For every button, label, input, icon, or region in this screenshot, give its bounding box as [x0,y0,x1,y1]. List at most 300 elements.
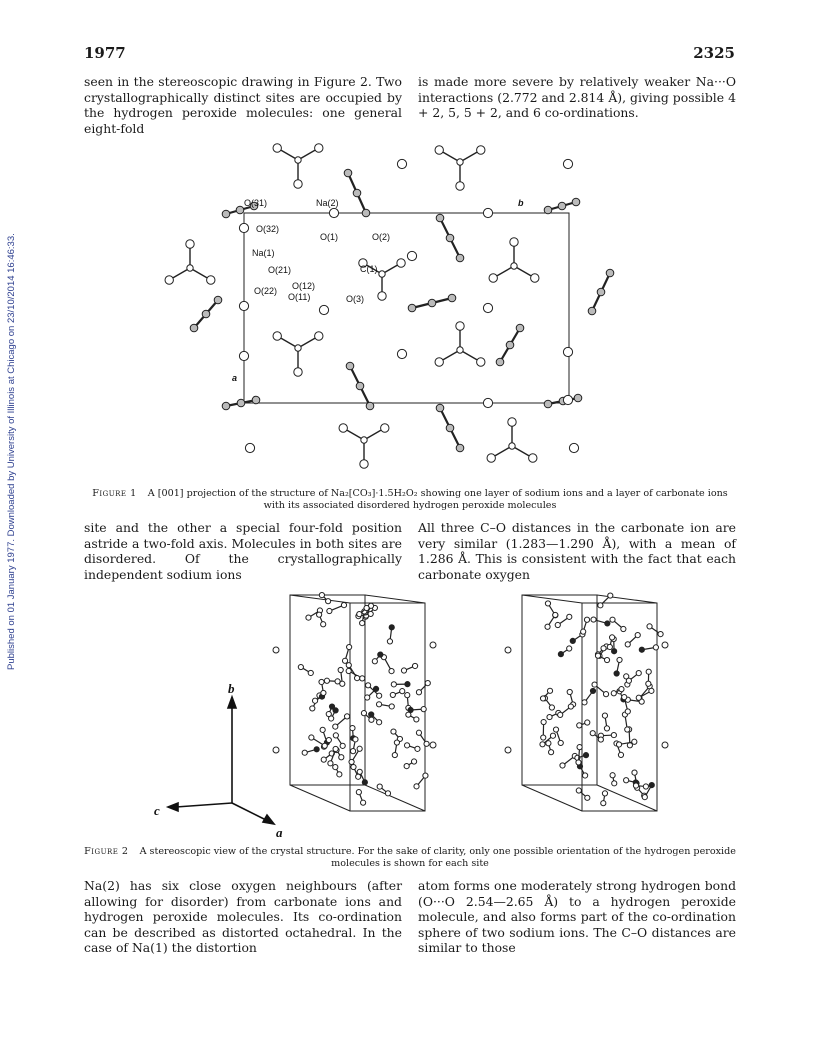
atom-circle [598,603,603,608]
atom-circle [446,424,454,432]
atom-circle [362,209,370,217]
atom-circle [357,746,362,751]
label-c1: C(1) [360,264,378,274]
atom-circle [457,347,463,353]
atom-circle [477,358,485,366]
atom-circle [404,763,409,768]
atom-circle [477,146,485,154]
page-number: 2325 [693,44,735,62]
label-na2: Na(2) [316,198,339,208]
atom-circle [546,741,551,746]
atom-circle [273,747,279,753]
bottom-text-left [84,878,402,956]
atom-circle [541,719,546,724]
atom-circle [333,746,338,751]
figure-1-label: Figure 1 [92,488,137,499]
atom-circle [643,784,648,789]
atom-circle [360,621,365,626]
atom-circle [356,774,361,779]
atom-circle [346,362,354,370]
atom-circle [598,737,603,742]
atom-circle [340,743,345,748]
atom-circle [321,622,326,627]
atom-circle [356,790,361,795]
atom-circle [165,276,173,284]
atom-circle [563,159,572,168]
atom-circle [415,746,420,751]
atom-circle [407,251,416,260]
atom-circle [207,276,215,284]
atom-circle [601,801,606,806]
atom-circle [576,788,581,793]
paragraph: Na(2) has six close oxygen neighbours (after allowing for disorder) from carbonate ions and hydrogen peroxide molecules. Its co-ordination can be described as distorted octahedral. In the case of Na(1) the distortion [84,878,402,955]
atom-circle [365,695,370,700]
atom-circle [406,712,411,717]
atom-circle [548,750,553,755]
atom-circle [590,688,595,693]
atom-circle [612,781,617,786]
atom-circle [346,663,351,668]
top-text-right [418,74,736,121]
atom-circle [187,265,193,271]
atom-circle [446,234,454,242]
atom-circle [597,288,605,296]
atom-circle [635,633,640,638]
atom-sites [165,144,614,468]
atom-circle [511,263,517,269]
atom-circle [273,332,281,340]
atom-circle [605,621,610,626]
label-o1: O(1) [320,232,338,242]
atom-circle [362,780,367,785]
atom-circle [376,702,381,707]
atom-circle [294,180,302,188]
atom-circle [614,671,619,676]
atom-circle [364,605,369,610]
atom-circle [397,259,405,267]
atom-circle [245,443,254,452]
atom-circle [342,658,347,663]
axis-a-label: a [276,825,283,840]
label-b: b [518,198,524,208]
atom-circle [602,791,607,796]
atom-circle [435,146,443,154]
atom-circle [487,454,495,462]
atom-circle [346,668,351,673]
atom-circle [636,695,641,700]
atom-circle [333,765,338,770]
atom-circle [339,424,347,432]
atom-circle [308,670,313,675]
atom-circle [381,424,389,432]
atom-circle [584,617,589,622]
atom-circle [401,668,406,673]
atom-circle [585,795,590,800]
atom-circle [649,688,654,693]
atom-circle [239,301,248,310]
atom-circle [567,689,572,694]
atom-circle [361,437,367,443]
atom-circle [529,454,537,462]
atom-circle [322,743,327,748]
atom-circle [351,764,356,769]
atom-circle [239,223,248,232]
atom-circle [436,404,444,412]
label-o22: O(22) [254,286,278,296]
atom-circle [390,692,395,697]
label-o3: O(3) [346,294,364,304]
atom-circle [354,676,359,681]
atom-circle [588,307,596,315]
atom-circle [315,332,323,340]
atom-circle [625,642,630,647]
atom-circle [540,696,545,701]
label-o11: O(11) [288,292,311,302]
atom-circle [236,206,244,214]
atom-circle [252,396,260,404]
paragraph: site and the other a special four-fold position astride a two-fold axis. Molecules in both sites are disordered. Of the crystallographically independent sodium ions [84,520,402,582]
atom-circle [387,639,392,644]
atom-circle [547,714,552,719]
atom-circle [295,157,301,163]
axis-triad [168,697,274,824]
label-a: a [232,373,238,383]
atom-circle [377,720,382,725]
atom-circle [214,296,222,304]
atom-circle [404,743,409,748]
atom-circle [341,602,346,607]
label-o31: O(31) [244,198,268,208]
atom-circle [558,202,566,210]
atom-circle [558,740,563,745]
atom-circle [295,345,301,351]
atom-circle [298,664,303,669]
atom-circle [456,444,464,452]
atom-circle [337,772,342,777]
atom-circle [408,304,416,312]
atom-circle [312,698,317,703]
atom-circle [326,737,331,742]
atom-circle [310,706,315,711]
atom-circle [435,358,443,366]
atom-circle [411,759,416,764]
atom-circle [397,349,406,358]
atom-circle [202,310,210,318]
atom-circle [306,615,311,620]
atom-circle [327,608,332,613]
atom-circle [509,443,515,449]
atom-circle [541,735,546,740]
atom-circle [428,299,436,307]
atom-circle [563,347,572,356]
atom-circle [239,351,248,360]
download-watermark [4,190,18,670]
atom-circle [436,214,444,222]
atom-circle [649,782,654,787]
atom-circle [550,733,555,738]
atom-circle [662,742,668,748]
download-watermark-text: Published on 01 January 1977. Downloaded by University of Illinois at Chicago on 23/10/2014 16:46:33. [6,233,17,670]
atom-circle [622,695,627,700]
atom-circle [662,642,668,648]
figure-1-caption [84,488,736,511]
atom-circle [595,653,600,658]
atom-labels [232,198,524,383]
atom-circle [611,691,616,696]
atom-circle [414,784,419,789]
label-o12: O(12) [292,281,316,291]
atom-circle [309,735,314,740]
atom-circle [421,707,426,712]
label-na1: Na(1) [252,248,275,258]
atom-circle [531,274,539,282]
atom-circle [576,760,581,765]
atom-circle [608,593,613,598]
atom-circle [653,645,658,650]
atom-circle [567,646,572,651]
atom-circle [612,649,617,654]
atom-circle [601,646,606,651]
atom-circle [553,727,558,732]
atom-circle [632,739,637,744]
atom-circle [430,742,436,748]
figure-2-caption-text: A stereoscopic view of the crystal structure. For the sake of clarity, only one possible orientation of the hydrogen peroxide molecules is shown for each site [139,846,736,869]
atom-circle [456,322,464,330]
atom-circle [558,652,563,657]
atom-circle [603,692,608,697]
atom-circle [338,667,343,672]
atom-circle [555,622,560,627]
atom-circle [639,647,644,652]
atom-circle [319,305,328,314]
atom-circle [510,238,518,246]
atom-circle [353,189,361,197]
atom-circle [646,669,651,674]
atom-circle [545,601,550,606]
atom-circle [621,626,626,631]
atom-circle [425,680,430,685]
atom-circle [646,681,651,686]
atom-circle [391,682,396,687]
atom-circle [356,382,364,390]
atom-circle [602,713,607,718]
atom-circle [544,400,552,408]
atom-circle [315,144,323,152]
atom-circle [483,303,492,312]
atom-circle [302,750,307,755]
label-o21: O(21) [268,265,292,275]
paragraph: seen in the stereoscopic drawing in Figure 2. Two crystallographically distinct sites are occupied by the hydrogen peroxide molecules: one general eight-fold [84,74,402,136]
atom-circle [237,399,245,407]
atom-circle [350,725,355,730]
atom-circle [339,755,344,760]
atom-circle [610,773,615,778]
stereo-right-cell [505,593,668,811]
atom-circle [329,208,338,217]
atom-circle [568,704,573,709]
atom-circle [326,599,331,604]
atom-circle [632,770,637,775]
atom-circle [577,745,582,750]
journal-year: 1977 [84,44,126,62]
atom-circle [344,714,349,719]
atom-circle [340,681,345,686]
atom-circle [369,717,374,722]
atom-circle [222,402,230,410]
atom-circle [222,210,230,218]
atom-circle [592,682,597,687]
atom-circle [360,676,365,681]
atom-circle [190,324,198,332]
atom-circle [506,341,514,349]
atom-circle [357,612,362,617]
atom-circle [273,144,281,152]
atom-circle [611,732,616,737]
atom-circle [361,800,366,805]
atom-circle [314,747,319,752]
atom-circle [372,659,377,664]
atom-circle [505,747,511,753]
atom-circle [412,663,417,668]
figure-1-structure-projection [150,128,670,473]
atom-circle [545,624,550,629]
atom-circle [625,727,630,732]
atom-circle [319,679,324,684]
atom-circle [590,731,595,736]
atom-circle [357,769,362,774]
top-text-left [84,74,402,136]
atom-circle [636,670,641,675]
atom-circle [405,693,410,698]
atom-circle [658,631,663,636]
middle-text-left [84,520,402,582]
atom-circle [604,657,609,662]
bottom-text-right [418,878,736,956]
atom-circle [633,783,638,788]
atom-circle [365,683,370,688]
atom-circle [344,169,352,177]
atom-circle [483,208,492,217]
atom-circle [570,638,575,643]
atom-circle [560,763,565,768]
atom-circle [496,358,504,366]
atom-circle [567,614,572,619]
atom-circle [392,752,397,757]
atom-circle [489,274,497,282]
atom-circle [508,418,516,426]
atom-circle [347,644,352,649]
atom-circle [324,678,329,683]
atom-circle [379,271,385,277]
atom-circle [505,647,511,653]
atom-circle [448,294,456,302]
atom-circle [326,711,331,716]
atom-circle [328,761,333,766]
atom-circle [618,752,623,757]
atom-circle [394,740,399,745]
atom-circle [457,159,463,165]
atom-circle [405,682,410,687]
atom-circle [569,443,578,452]
atom-circle [456,182,464,190]
atom-circle [377,693,382,698]
atom-circle [583,773,588,778]
atom-circle [320,727,325,732]
atom-circle [350,749,355,754]
atom-circle [378,652,383,657]
atom-circle [319,592,324,597]
atom-circle [563,395,572,404]
atom-circle [647,624,652,629]
axis-b-label: b [228,681,235,696]
atom-circle [353,737,358,742]
atom-circle [389,668,394,673]
figure-1-caption-text: A [001] projection of the structure of Na₂[CO₃]·1.5H₂O₂ showing one layer of sodium ions and a layer of carbonate ions with its associated disordered hydrogen peroxide molecules [147,488,728,511]
atom-circle [625,709,630,714]
atom-circle [321,690,326,695]
atom-circle [424,741,429,746]
atom-circle [607,644,612,649]
atom-circle [361,711,366,716]
atom-circle [317,612,322,617]
atom-circle [583,753,588,758]
atom-circle [604,726,609,731]
atom-circle [577,723,582,728]
atom-circle [368,611,373,616]
stereo-left-cell [273,592,436,811]
label-o2: O(2) [372,232,390,242]
atom-circle [385,791,390,796]
atom-circle [186,240,194,248]
atom-circle [483,398,492,407]
atom-circle [423,773,428,778]
atom-circle [360,460,368,468]
atom-circle [416,690,421,695]
atom-circle [294,368,302,376]
atom-circle [619,687,624,692]
atom-circle [626,678,631,683]
atom-circle [547,688,552,693]
atom-circle [378,292,386,300]
atom-circle [430,642,436,648]
atom-circle [558,712,563,717]
atom-circle [377,784,382,789]
paragraph: is made more severe by relatively weaker Na···O interactions (2.772 and 2.814 Å), giving possible 4 + 2, 5, 5 + 2, and 6 co-ordinations. [418,74,736,120]
atom-circle [553,612,558,617]
atom-circle [329,704,334,709]
figure-2-caption [84,846,736,869]
paragraph: All three C–O distances in the carbonate ion are very similar (1.283—1.290 Å), with a mean of 1.286 Å. This is consistent with the fact that each carbonate oxygen [418,520,736,582]
atom-circle [366,402,374,410]
atom-circle [456,254,464,262]
atom-circle [416,730,421,735]
atom-circle [333,724,338,729]
atom-circle [581,629,586,634]
atom-circle [391,729,396,734]
atom-circle [369,712,374,717]
atom-circle [585,720,590,725]
paragraph: atom forms one moderately strong hydrogen bond (O···O 2.54—2.65 Å) to a hydrogen peroxide molecule, and also forms part of the co-ordination sphere of two sodium ions. The C–O distances are similar to those [418,878,736,955]
atom-circle [616,742,621,747]
atom-circle [516,324,524,332]
atom-circle [321,757,326,762]
middle-text-right [418,520,736,582]
atom-circle [617,657,622,662]
figure-2-stereoscopic-view [150,575,670,840]
atom-circle [540,742,545,747]
atom-circle [397,159,406,168]
atom-circle [591,617,596,622]
